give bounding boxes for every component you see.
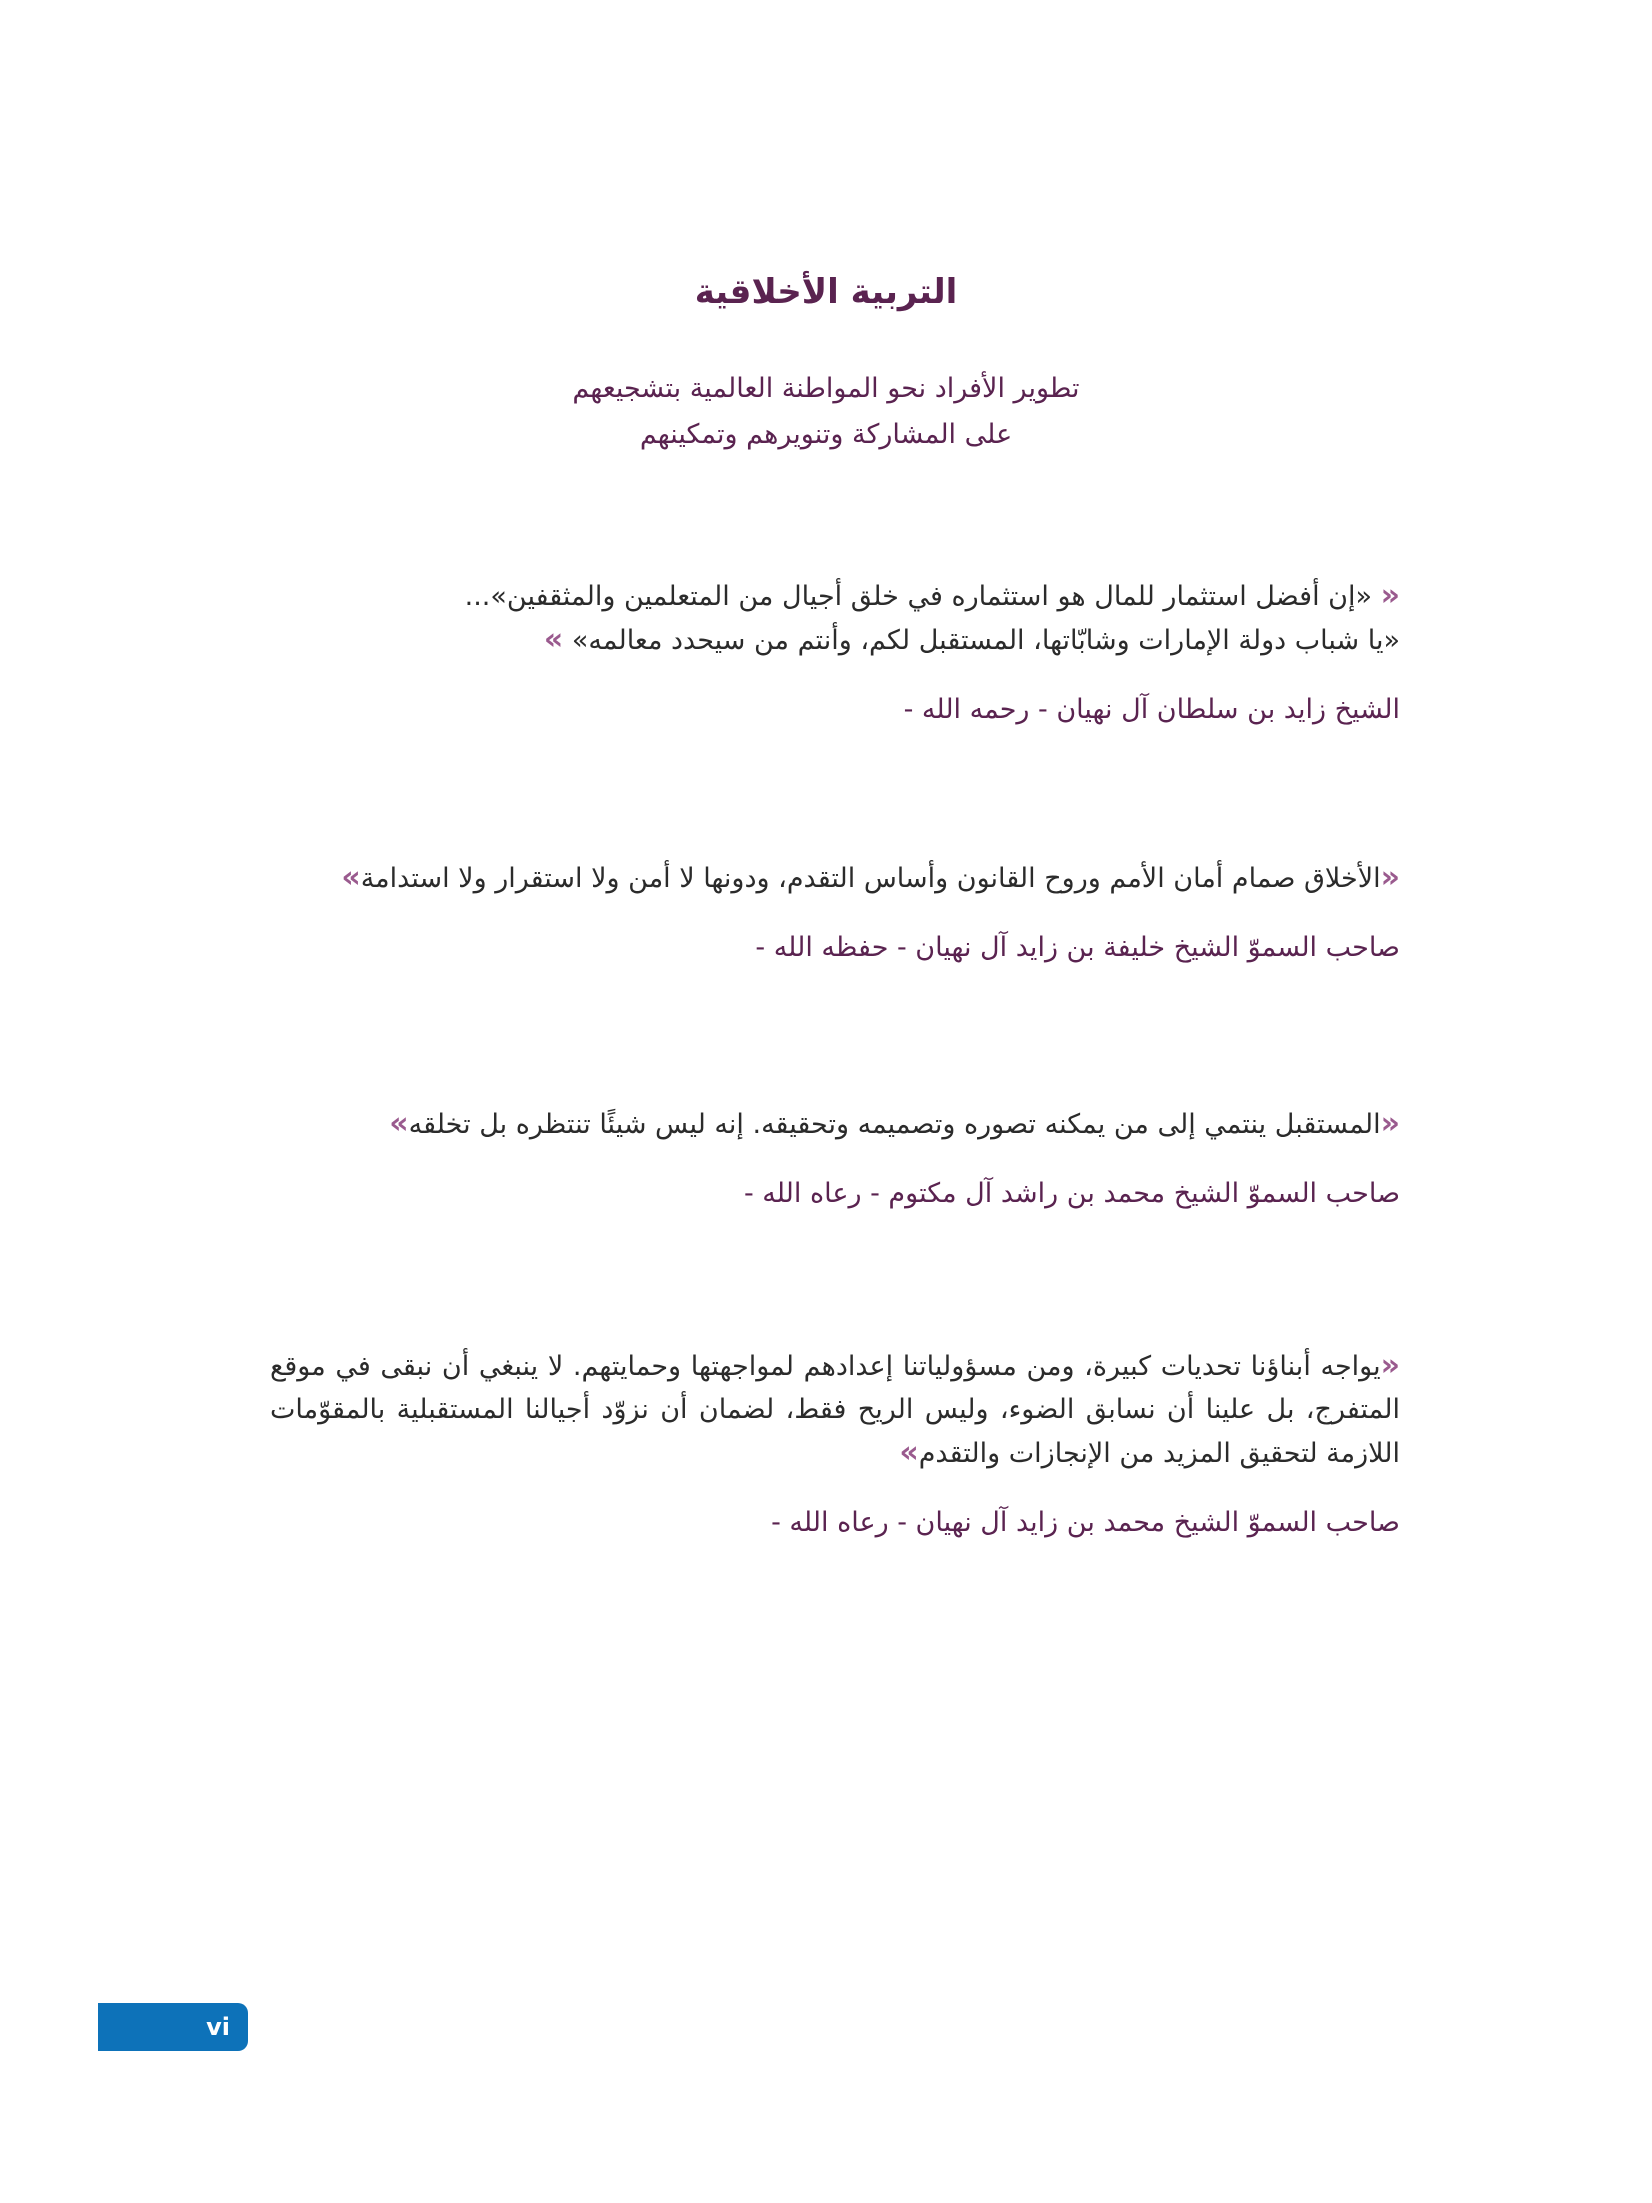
quote-attribution: صاحب السموّ الشيخ محمد بن زايد آل نهيان - رعاه الله - — [771, 1507, 1400, 1538]
quote-close-mark: » — [543, 622, 564, 657]
quote-open-mark: « — [1380, 860, 1400, 895]
quote-open-mark: « — [1380, 578, 1400, 613]
subtitle-line-1: تطوير الأفراد نحو المواطنة العالمية بتشجيعهم — [572, 373, 1080, 404]
quote-close-mark: » — [899, 1435, 919, 1470]
quote-open-mark: « — [1380, 1106, 1400, 1141]
quote-attribution: الشيخ زايد بن سلطان آل نهيان - رحمه الله - — [903, 694, 1400, 725]
quote-block-1 — [270, 574, 1400, 725]
quote-open-mark: « — [1380, 1348, 1400, 1383]
page-number: vi — [206, 2013, 230, 2041]
page-subtitle — [0, 366, 1652, 458]
quote-close-mark: » — [341, 860, 361, 895]
quote-block-4 — [270, 1344, 1400, 1538]
subtitle-line-2: على المشاركة وتنويرهم وتمكينهم — [639, 419, 1013, 450]
quote-attribution: صاحب السموّ الشيخ خليفة بن زايد آل نهيان - حفظه الله - — [755, 932, 1400, 963]
quote-text — [270, 574, 1400, 662]
page-number-tab — [98, 2003, 248, 2051]
quote-block-2 — [270, 856, 1400, 963]
quote-attribution: صاحب السموّ الشيخ محمد بن راشد آل مكتوم - رعاه الله - — [743, 1178, 1400, 1209]
quote-block-3 — [270, 1102, 1400, 1209]
quote-text — [270, 1102, 1400, 1146]
quote-body: المستقبل ينتمي إلى من يمكنه تصوره وتصميمه وتحقيقه. إنه ليس شيئًا تنتظره بل تخلقه — [408, 1109, 1381, 1140]
quote-body: يواجه أبناؤنا تحديات كبيرة، ومن مسؤولياتنا إعدادهم لمواجهتها وحمايتهم. لا ينبغي أن نبقى في موقع المتفرج، بل علينا أن نسابق الضوء، وليس الريح فقط، لضمان أن نزوّد أجيالنا المستقبلية بالمقوّمات اللازمة لتحقيق المزيد من الإنجازات والتقدم — [270, 1351, 1400, 1469]
quote-line: «يا شباب دولة الإمارات وشابّاتها، المستقبل لكم، وأنتم من سيحدد معالمه» — [571, 625, 1400, 656]
quote-close-mark: » — [389, 1106, 409, 1141]
quote-line: «إن أفضل استثمار للمال هو استثماره في خلق أجيال من المتعلمين والمثقفين»... — [464, 581, 1373, 612]
quote-body: الأخلاق صمام أمان الأمم وروح القانون وأساس التقدم، ودونها لا أمن ولا استقرار ولا استدامة — [360, 863, 1381, 894]
quote-text — [270, 856, 1400, 900]
quote-text — [270, 1344, 1400, 1475]
page-title: التربية الأخلاقية — [694, 272, 958, 312]
